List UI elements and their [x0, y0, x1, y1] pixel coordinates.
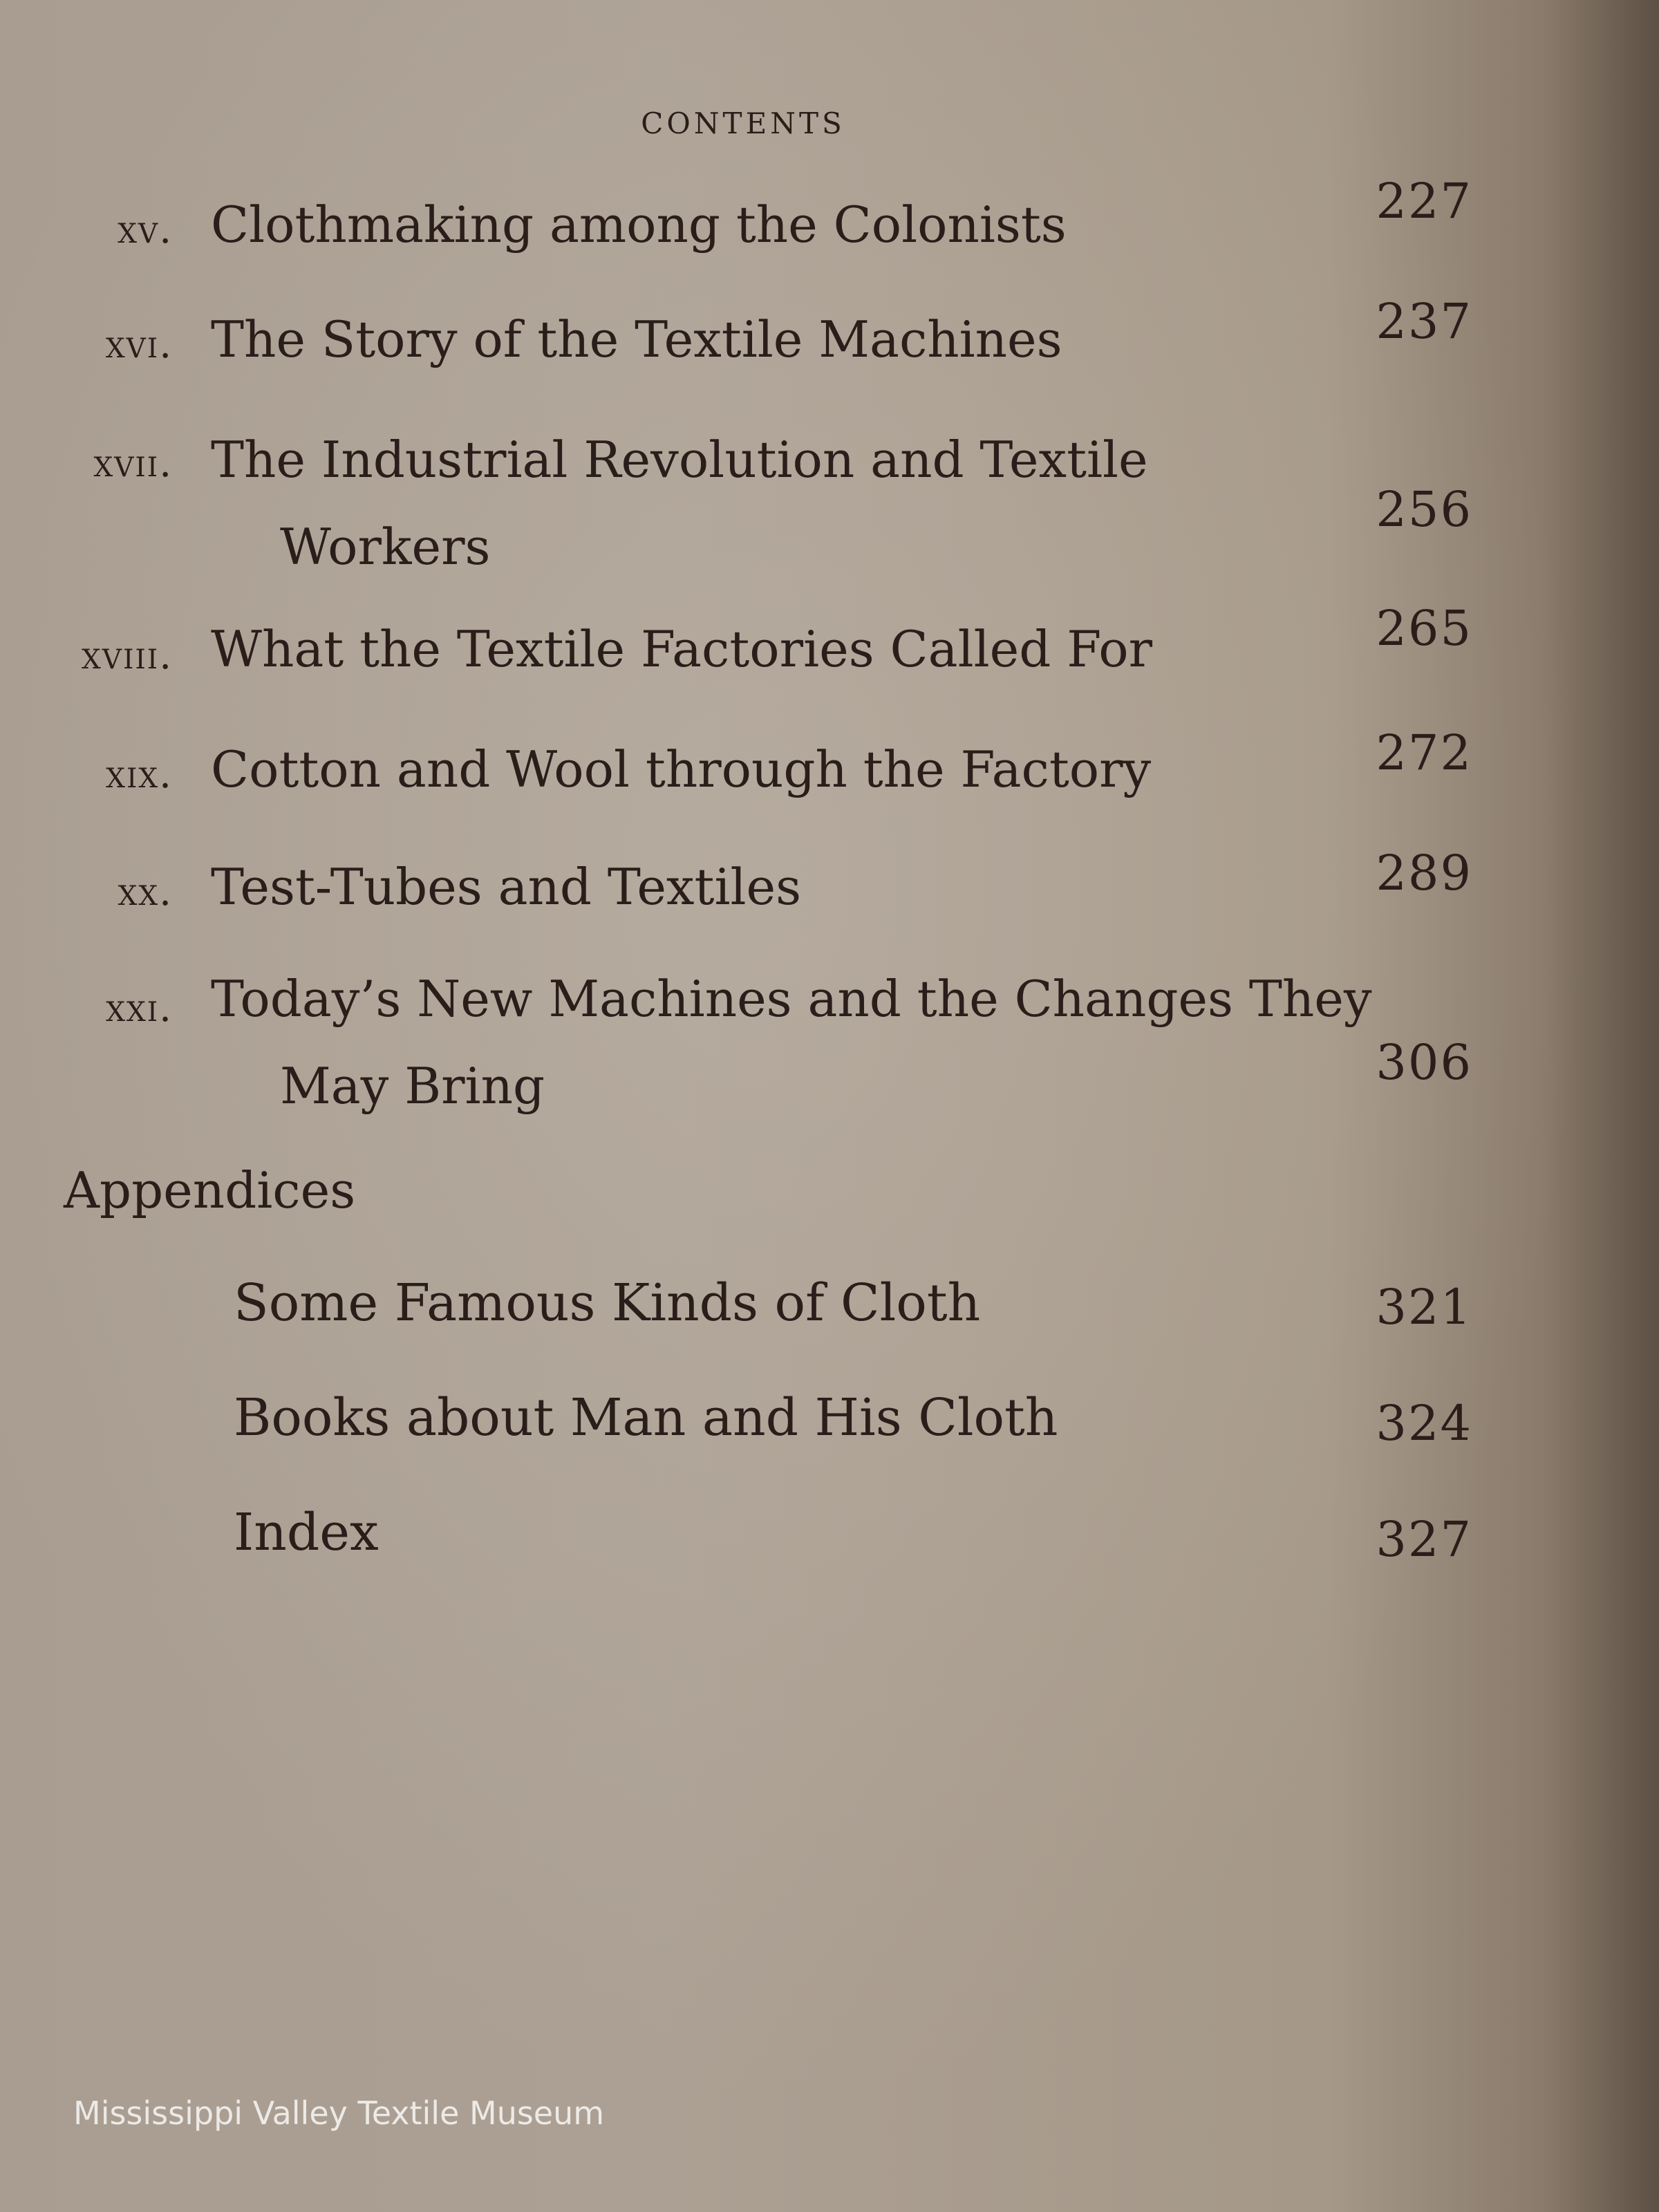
chapter-title-line: The Industrial Revolution and Textile: [211, 431, 1148, 489]
appendices-label: Appendices: [64, 1161, 356, 1219]
chapter-title-continuation: Workers: [280, 518, 491, 576]
chapter-numeral: xx.: [118, 870, 173, 915]
contents-heading: contents: [641, 95, 845, 144]
chapter-numeral: xvi.: [105, 322, 173, 367]
chapter-numeral: xix.: [106, 752, 173, 797]
appendix-page-number: 324: [1376, 1395, 1472, 1452]
appendix-page-number: 327: [1376, 1511, 1472, 1568]
chapter-page-number: 237: [1376, 293, 1472, 350]
chapter-title-continuation: May Bring: [280, 1057, 545, 1115]
chapter-title-line: Today’s New Machines and the Changes They: [211, 970, 1372, 1028]
chapter-numeral: xxi.: [106, 986, 173, 1031]
appendix-page-number: 321: [1376, 1279, 1472, 1335]
museum-watermark: Mississippi Valley Textile Museum: [73, 2094, 605, 2132]
chapter-title: [211, 955, 1372, 1130]
chapter-numeral: xviii.: [82, 633, 173, 678]
chapter-page-number: 227: [1376, 173, 1472, 229]
chapter-title: [211, 726, 1151, 813]
chapter-page-number: 272: [1376, 724, 1472, 781]
appendix-title: Books about Man and His Cloth: [234, 1388, 1058, 1447]
chapter-numeral: xvii.: [93, 441, 173, 486]
appendix-title: Index: [234, 1503, 379, 1562]
chapter-page-number: 306: [1376, 1034, 1472, 1091]
chapter-title-line: What the Textile Factories Called For: [211, 620, 1152, 678]
chapter-title-line: The Story of the Textile Machines: [211, 310, 1062, 368]
appendix-title: Some Famous Kinds of Cloth: [234, 1273, 981, 1333]
chapter-title: [211, 416, 1148, 590]
chapter-title: [211, 296, 1062, 383]
chapter-numeral: xv.: [118, 207, 173, 252]
chapter-title-line: Clothmaking among the Colonists: [211, 196, 1067, 254]
chapter-title: [211, 181, 1067, 268]
chapter-title-line: Test-Tubes and Textiles: [211, 858, 802, 916]
chapter-page-number: 289: [1376, 845, 1472, 901]
chapter-page-number: 256: [1376, 481, 1472, 538]
chapter-title-line: Cotton and Wool through the Factory: [211, 740, 1152, 798]
chapter-title: [211, 843, 801, 930]
chapter-title: [211, 606, 1152, 693]
chapter-page-number: 265: [1376, 600, 1472, 657]
